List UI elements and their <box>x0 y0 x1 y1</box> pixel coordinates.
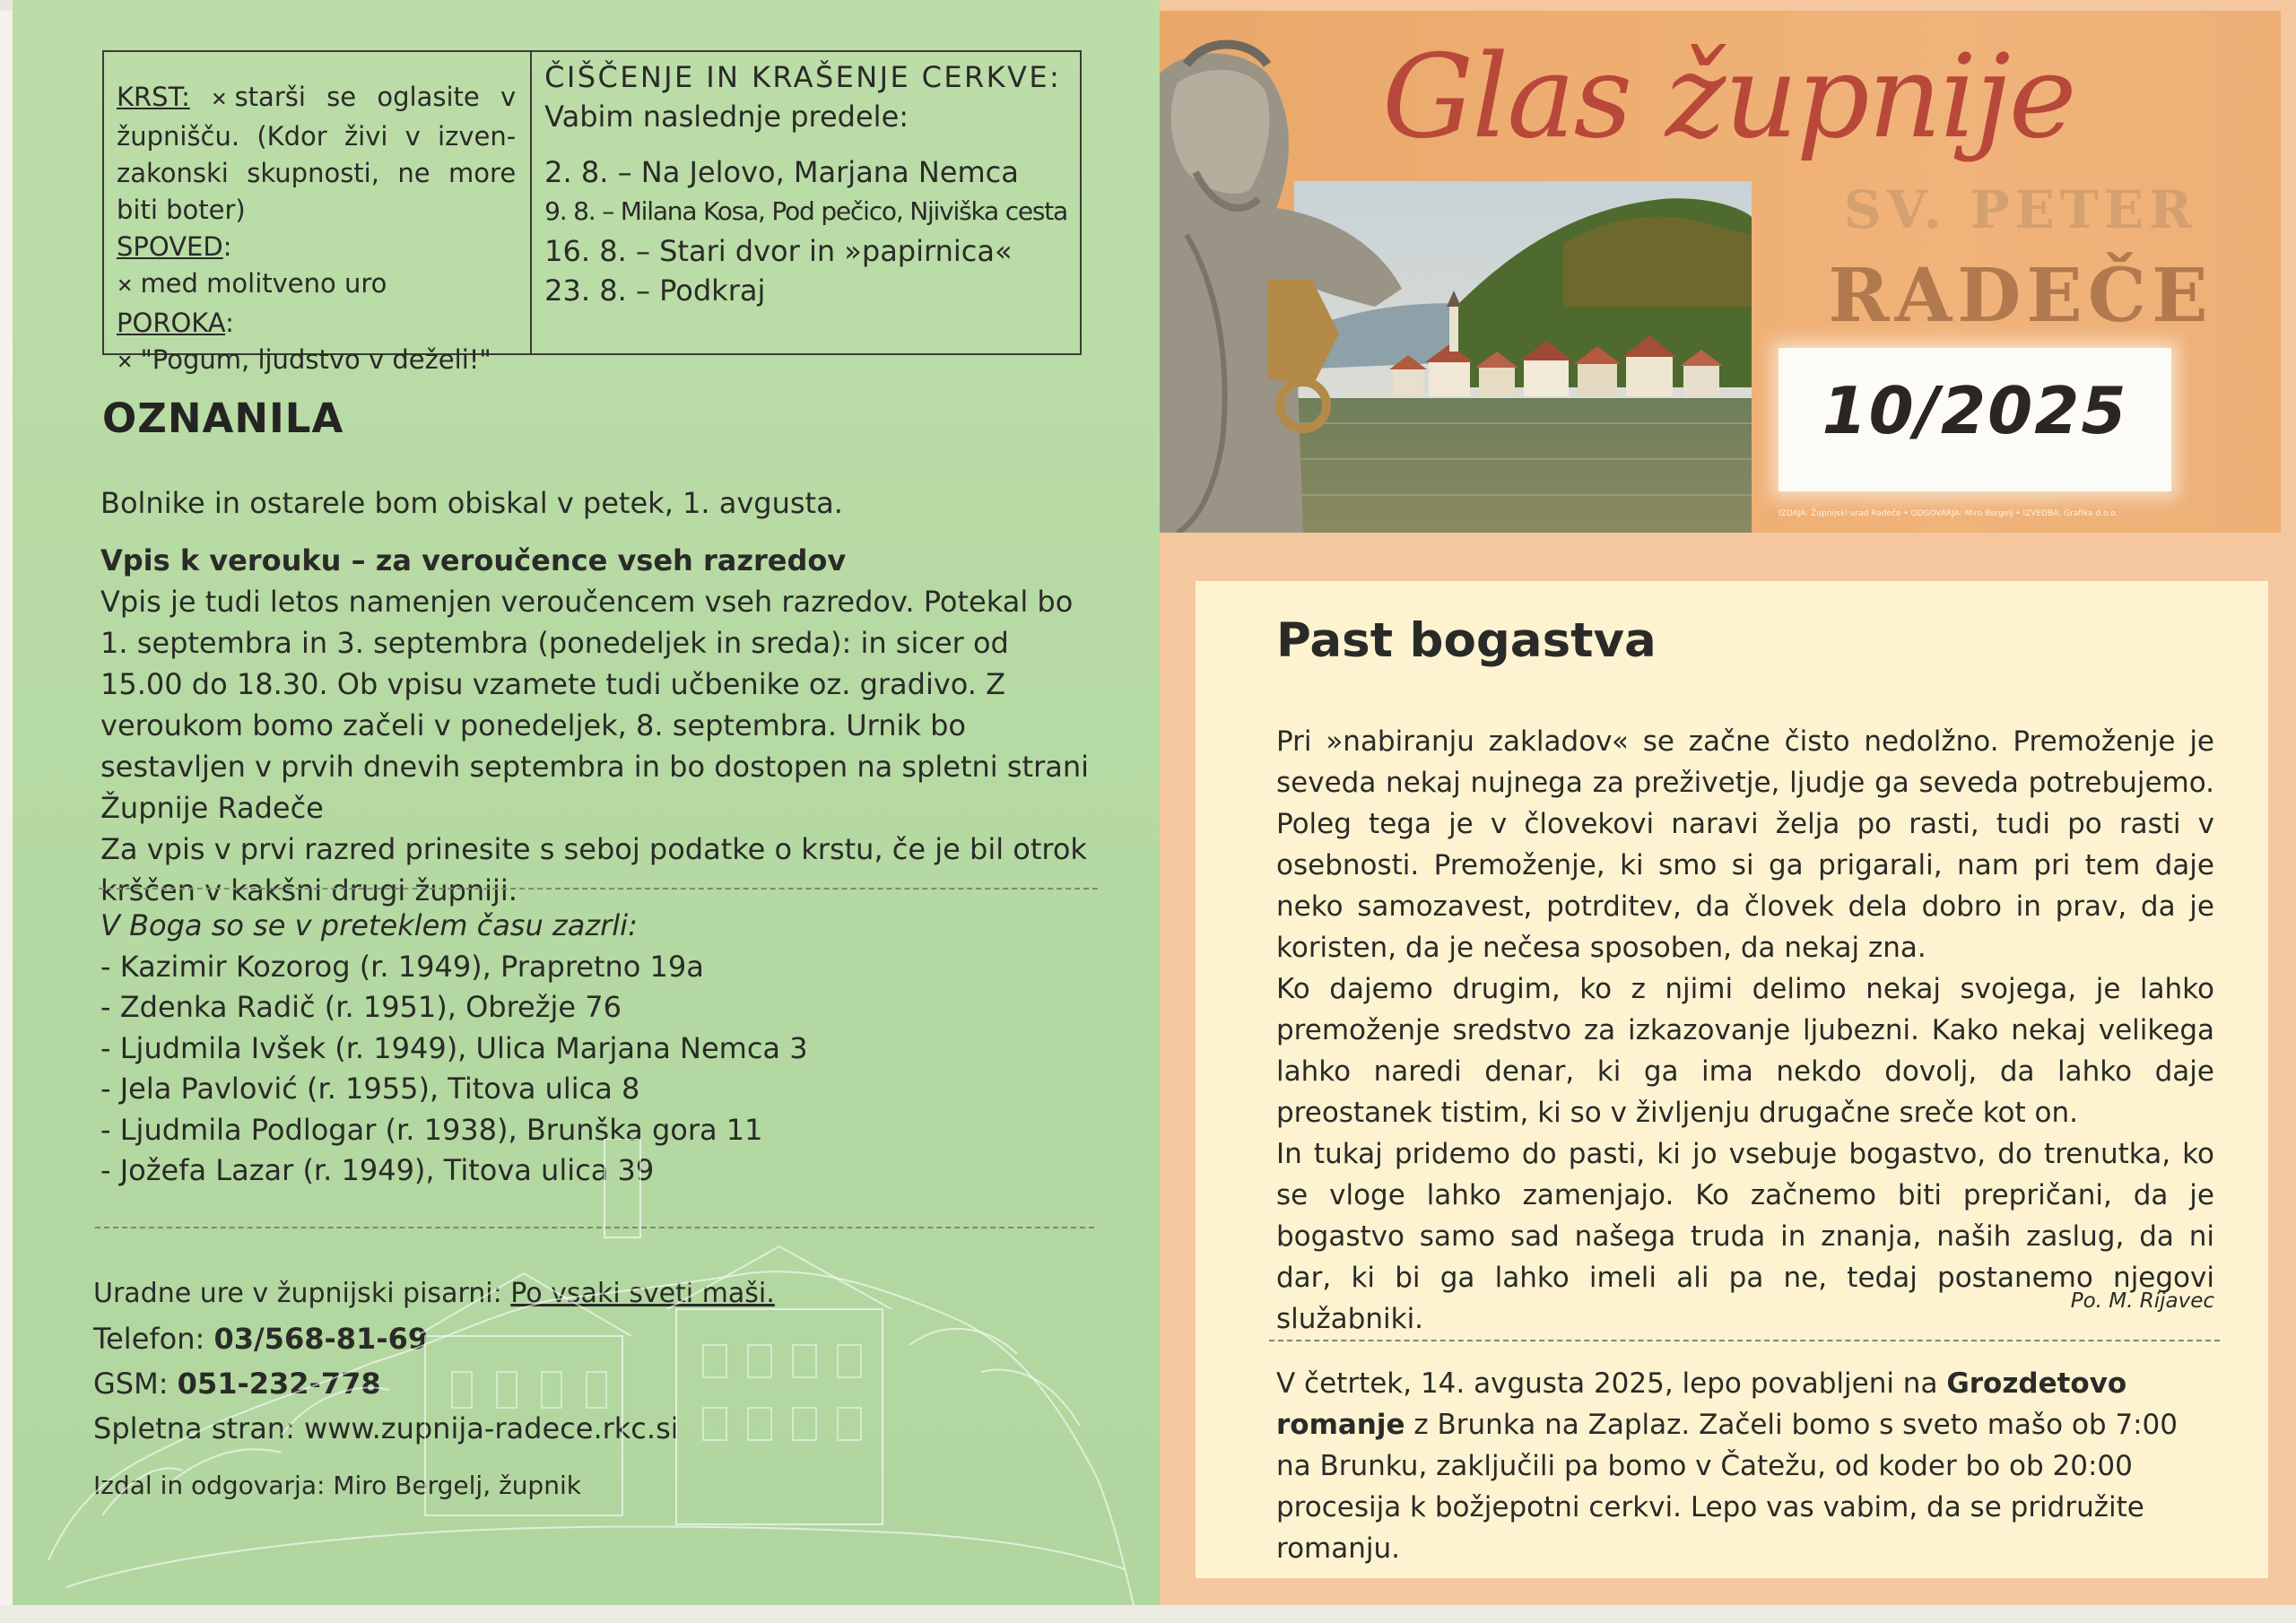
info-box <box>102 50 1082 375</box>
imprint-line: IZDAJA: Župnijski urad Radeče • ODGOVARJA: Miro Bergelj • IZVEDBA: Grafika d.o.o. <box>1779 509 2118 518</box>
enrol-first-grade: Za vpis v prvi razred prinesite s seboj podatke o krstu, če je bil otrok krščen v kakšni drugi župniji. <box>100 832 1087 907</box>
article-paragraph: In tukaj pridemo do pasti, ki jo vsebuje bogastvo, do trenutka, ko se vloge lahko zamenjajo. Ko začnemo biti prepričani, da je bogastvo samo sad našega truda in znanja, naših zaslug, da ni dar, ki bi ga lahko imeli ali pa ne, tedaj postanemo njegovi služabniki. <box>1276 1138 2214 1335</box>
article-paragraph: Pri »nabiranju zakladov« se začne čisto nedolžno. Premoženje je seveda nekaj nujnega za preživetje, ljudje ga seveda potrebujemo. Poleg tega je v človekovi naravi želja po rasti, tudi po rasti v osebnosti. Premoženje, ki smo si ga prigarali, nam pri tem daje neko samozavest, potrditev, da človek dela dobro in prav, da je koristen, da je nečesa sposoben, da nekaj zna. <box>1276 725 2214 964</box>
gsm-line <box>93 1361 775 1406</box>
publisher-line: Izdal in odgovarja: Miro Bergelj, župnik <box>93 1471 581 1500</box>
divider <box>95 1227 1094 1228</box>
deceased-person: - Kazimir Kozorog (r. 1949), Prapretno 19a <box>100 949 704 984</box>
poroka-entry: POROKA: <box>117 308 234 338</box>
pilgrimage-invite <box>1276 1363 2214 1569</box>
gsm-label: GSM: <box>93 1367 169 1401</box>
krst-text: starši se oglasite v župnišču. (Kdor živi v izven-zakonski skupnosti, ne more biti boter) <box>117 82 517 225</box>
divider <box>99 888 1098 890</box>
article-card <box>1196 581 2268 1578</box>
sacraments-column <box>104 52 532 375</box>
spoved-entry: SPOVED: <box>117 231 232 262</box>
invite-intro: V četrtek, 14. avgusta 2025, lepo povabljeni na <box>1276 1367 1938 1400</box>
office-hours <box>93 1271 775 1316</box>
deceased-person: - Jožefa Lazar (r. 1949), Titova ulica 39 <box>100 1153 655 1187</box>
deceased-person: - Ljudmila Podlogar (r. 1938), Brunška gora 11 <box>100 1112 763 1147</box>
gsm-value: 051-232-778 <box>177 1367 381 1401</box>
masthead-title: Glas župnije <box>1382 30 2075 164</box>
issue-number: 10/2025 <box>1822 373 2128 448</box>
cross-mark-icon: ✕ <box>117 352 134 374</box>
deceased-list <box>100 906 1096 1192</box>
article-title: Past bogastva <box>1276 613 1657 668</box>
spoved-text: med molitveno uro <box>140 268 387 299</box>
cross-mark-icon: ✕ <box>117 275 134 298</box>
phone-value: 03/568-81-69 <box>213 1322 429 1356</box>
poroka-text: "Pogum, ljudstvo v deželi!" <box>140 344 491 375</box>
krst-label: KRST: <box>117 82 190 112</box>
cleaning-column <box>532 52 1080 353</box>
deceased-person: - Zdenka Radič (r. 1951), Obrežje 76 <box>100 990 622 1024</box>
right-page <box>1160 0 2296 1605</box>
cleaning-title: ČIŠČENJE IN KRAŠENJE CERKVE: <box>544 60 1062 94</box>
cleaning-subtitle: Vabim naslednje predele: <box>544 100 909 134</box>
office-hours-label: Uradne ure v župnijski pisarni: <box>93 1278 502 1309</box>
scan-edge-bottom <box>0 1605 2296 1623</box>
web-line <box>93 1406 775 1451</box>
enrol-title: Vpis k verouku – za veroučence vseh razredov <box>100 543 847 577</box>
article-body <box>1276 721 2214 1340</box>
announcements-title: OZNANILA <box>102 395 344 442</box>
schedule-item: 16. 8. – Stari dvor in »papirnica« <box>544 234 1013 268</box>
phone-line <box>93 1316 775 1361</box>
schedule-item: 2. 8. – Na Jelovo, Marjana Nemca <box>544 155 1019 189</box>
office-info <box>93 1271 775 1508</box>
poroka-label: POROKA <box>117 308 226 338</box>
web-label: Spletna stran: <box>93 1411 295 1445</box>
web-value: www.zupnija-radece.rkc.si <box>304 1411 679 1445</box>
deceased-title: V Boga so se v preteklem času zazrli: <box>100 908 638 942</box>
issue-box <box>1779 348 2171 491</box>
deceased-person: - Ljudmila Ivšek (r. 1949), Ulica Marjana Nemca 3 <box>100 1030 808 1065</box>
phone-label: Telefon: <box>93 1322 205 1356</box>
article-paragraph: Ko dajemo drugim, ko z njimi delimo nekaj svojega, je lahko premoženje sredstvo za izkazovanje ljubezni. Kako nekaj velikega lahko naredi denar, ki ga ima nekdo dovolj, da lahko daje preostanek tistim, ki so v življenju drugačne sreče kot on. <box>1276 973 2214 1129</box>
deceased-person: - Jela Pavlović (r. 1955), Titova ulica 8 <box>100 1072 640 1106</box>
invite-rest: z Brunka na Zaplaz. Začeli bomo s sveto mašo ob 7:00 na Brunku, zaključili pa bomo v Čatežu, od koder bo ob 20:00 procesija k božjepotni cerkvi. Lepo vas vabim, da se pridružite romanju. <box>1276 1409 2178 1565</box>
spoved-text-line <box>117 265 516 305</box>
enrol-text <box>100 581 1096 911</box>
masthead-parish: SV. PETER <box>1843 179 2198 240</box>
left-page <box>13 0 1160 1605</box>
masthead-city: RADEČE <box>1828 253 2213 339</box>
visit-notice: Bolnike in ostarele bom obiskal v petek, 1. avgusta. <box>100 486 843 520</box>
spoved-label: SPOVED <box>117 231 223 262</box>
cross-mark-icon: ✕ <box>211 89 228 111</box>
poroka-text-line <box>117 342 516 381</box>
schedule-item: 9. 8. – Milana Kosa, Pod pečico, Njiviška cesta <box>544 196 1067 226</box>
enrol-body: Vpis je tudi letos namenjen veroučencem vseh razredov. Potekal bo 1. septembra in 3. septembra (ponedeljek in sreda): in sicer od 15.00 do 18.30. Ob vpisu vzamete tudi učbenike oz. gradivo. Z veroukom bomo začeli v ponedeljek, 8. septembra. Urnik bo sestavljen v prvih dnevih septembra in bo dostopen na spletni strani Župnije Radeče <box>100 585 1090 825</box>
schedule-item: 23. 8. – Podkraj <box>544 273 766 308</box>
office-hours-value: Po vsaki sveti maši. <box>510 1278 775 1309</box>
article-author: Po. M. Rijavec <box>2070 1289 2214 1313</box>
divider <box>1269 1340 2220 1341</box>
invite-event: Grozdetovo romanje <box>1276 1367 2127 1441</box>
krst-entry <box>117 79 516 229</box>
